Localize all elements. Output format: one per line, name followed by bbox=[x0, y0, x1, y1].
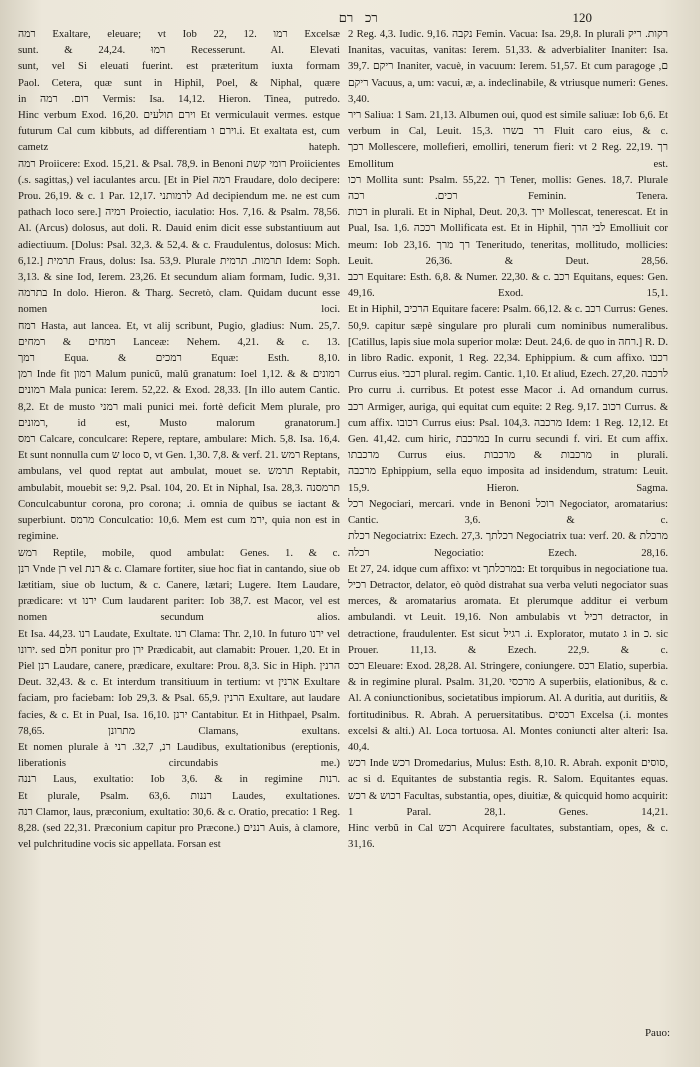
entry-text: sunt, vel Si eleuati fuerint. est præteritum iuxta formam bbox=[18, 60, 340, 73]
entry-text: רנה Clamor, laus, præconium, exultatio: 30,6. & c. Oratio, precatio: 1 Reg. 8,28. (sed 22,31. Præconium capitur pro Præcone.) רננים Auis, à clamore, vel pulchritudine vocis sic appellata. Forsan est bbox=[18, 805, 340, 851]
running-head-left: רם bbox=[338, 10, 354, 25]
entry-text: Et in Hiphil, הרכיב Equitare facere: Psalm. 66,12. & c. רכב Currus: Genes. 50,9. capitur sæpè singulare pro plurali cum nominibus numeralibus. [Catillus, lapis siue mola superior molæ: Deut. 24,6. de quo in רחה.] R. D. in libro Radic. exponit, 1 Reg. 22,34. Ephippium. & cum affixo. רכבו Currus eius. רכבי plural. regim. Cantic. 1,10. Et aliud, Ezech. 27,20. לרכבה Pro curru .i. curribus. Et potest esse Macor .i. Ad ornandum currus. bbox=[348, 303, 668, 397]
entry-text: Et nomen plurale à רנ, 32,7. רני Laudibus, exultationibus (ereptionis, liberationis circundabis me.) bbox=[18, 740, 340, 770]
entry-text: Et Isa. 44,23. רנו Laudate, Exultate. רנו Clama: Thr. 2,10. In futuro ירנו vel ירונו. sed חלם ponitur pro ירן Prædicabit, aut clamabit: Prouer. 1,20. Et in Piel רנן Laudare, canere, prædicare, exultare: Prou. 8,3. Sic in Hiph. הרנין Deut. 32,43. & c. Et interdum transitiuum in tertium: vt ארנין Exultare faciam, pro faciebam: Iob 29,3. & Psal. 65,9. הרנין Exultare, aut laudare facies, & c. Et in Pual, Isa. 16,10. ירנן Cantabitur. Et in Hithpael, Psalm. 78,65. מתרונן Clamans, exultans. bbox=[18, 627, 340, 737]
entry-text: רמס Calcare, conculcare: Repere, reptare, ambulare: Mich. 5,8. Isa. 16,4. Et sunt nonnulla cum ש loco ס, vt Gen. 1,30. 7,8. & verf. 21. רמש Reptans, ambulans, vel quod reptat aut ambulat, mouet se. תרמש Reptabit, ambulabit, mouebit se: 9,2. Psal. 104, 20. Et in Niphal, Isa. 28,3. תרמסנה Conculcabuntur corona, pro corona; .i. omnia de quibus se iactant & superbiunt. מרמס Conculcatio: 10,6. Mem est cum ירמ, quia non est in regimine. bbox=[18, 433, 340, 543]
entry-text: רמן Inde fit רמון Malum punicũ, malũ granatum: Ioel 1,12. & רמונים & רמונים Mala punica: Ierem. 52,22. & Exod. 28,33. [In illo autem Cantic. 8,2. Et de musto רמני mali punici mei. fortè deficit Mem plurale, pro רמונים, id est, Musto malorum granatorum.] bbox=[18, 368, 340, 429]
entry-text: 2 Reg. 4,3. Iudic. 9,16. נקבה Femin. Vacua: Isa. 29,8. In plurali רקות. ריק Inanitas, vacuitas, vanitas: Ierem. 51,33. & adverbialiter Inaniter: Isa. 39,7. ריקם Inaniter, vacuè, in vacuum: Ierem. 51,57. Et cum paragoge ם, ריקם Vacuus, a, um: vacui, æ, a. indeclinabile, & vtriusque numeri: Genes. 3,40. bbox=[348, 28, 668, 105]
entry-text: רמח Hasta, aut lancea. Et, vt alij scribunt, Pugio, gladius: Num. 25,7. רמחים & רמחים Lanceæ: Nehem. 4,21. & c. 13. bbox=[18, 319, 340, 348]
entry-text: מרכבה Ephippium, sella equo imposita ad insidendum, stratum: Leuit. 15,9. Hieron. Sagma. bbox=[348, 465, 668, 494]
running-head-right: רכ bbox=[365, 10, 378, 25]
entry-text: רכב Equitare: Esth. 6,8. & Numer. 22,30. & c. רכב Equitans, eques: Gen. 49,16. Exod. 15,1. bbox=[348, 271, 668, 300]
entry-text: Paol. Cetera, quæ sunt in Hiphil, Poel, & Niphal, quære bbox=[18, 76, 340, 89]
entry-text: רכב Armiger, auriga, qui equitat cum equite: 2 Reg. 9,17. רכוב Currus. & cum affix. רכובו Currus eius: Psal. 104,3. מרכבה Idem: 1 Reg. 12,12. Et Gen. 41,42. cum hiric, במרכבת In curru secundi f. viri. Et cum affix. מרכבתו Currus eius. מרכבות & מרכבות in plurali. bbox=[348, 400, 668, 462]
entry-text: Et plurale, Psalm. 63,6. רננות Laudes, exultationes. bbox=[18, 789, 340, 802]
page-number: 120 bbox=[572, 10, 592, 25]
entry-text: sunt. & 24,24. רמוּ Recesserunt. Al. Elevati bbox=[18, 44, 340, 57]
entry-text: in רום. רמה Vermis: Isa. 14,12. Hieron. Tinea, putredo. bbox=[18, 92, 340, 105]
entry-text: רכוש & רכש Facultas, substantia, opes, diuitiæ, & quicquid homo acquirit: 1 Paral. 28,1. Genes. 14,21. bbox=[348, 789, 668, 818]
catchword: Pauo: bbox=[644, 1027, 670, 1039]
entry-text: רכש Inde רכש Dromedarius, Mulus: Esth. 8,10. R. Abrah. exponit סוסים, ac si d. Equitantes de substantia regis. R. Salom. Equitantes equas. bbox=[348, 757, 668, 786]
entry-text: רכך Mollescere, mollefieri, emolliri, tenerum fieri: vt 2 Reg. 22,19. רך Emollitum est. bbox=[348, 141, 668, 170]
entry-text: רכו Mollita sunt: Psalm. 55,22. רך Tener, mollis: Genes. 18,7. Plurale רכים. רכה Feminin. Tenera. bbox=[348, 173, 668, 203]
entry-text: רכל Negociari, mercari. vnde in Benoni רוכל Negociator, aromatarius: Cantic. 3,6. & c. bbox=[348, 497, 668, 527]
entry-text: Hinc verbũ in Cal רכש Acquirere facultates, substantiam, opes, & c. 31,16. bbox=[348, 821, 668, 851]
entry-text: רננה Laus, exultatio: Iob 3,6. & in regimine רנות. bbox=[18, 773, 340, 786]
entry-text: רמך Equa. & רמכים Equæ: Esth. 8,10. bbox=[18, 352, 340, 365]
right-column bbox=[348, 26, 668, 1027]
entry-text: ריר Saliua: 1 Sam. 21,13. Albumen oui, quod est simile saliuæ: Iob 6,6. Et verbum in Cal, Leuit. 15,3. רר בשרו Fluit caro eius, & c. bbox=[348, 109, 668, 138]
entry-text: Et 27, 24. idque cum affixo: vt במרכלתך: Et torquibus in negociatione tua. רכיל Detractor, delator, eò quòd distrahat sua verba veluti negociator suas merces, & aromatarius aromata. Et plerumque additur ei verbum ambulandi. vt Leuit. 19,16. Non ambulabis vt רכיל detractor, in detractione, fraudulenter. Est sicut רגיל .i. Explorator, mutato ג in כ. sic Prouer. 11,13. & Ezech. 22,9. & c. bbox=[348, 562, 668, 656]
entry-text: רמש Reptile, mobile, quod ambulat: Genes. 1. & c. bbox=[18, 546, 340, 559]
running-head bbox=[0, 4, 700, 26]
entry-text: רכות in plurali. Et in Niphal, Deut. 20,3. ירך Mollescat, tenerescat. Et in Pual, Isa. 1,6. רככה Mollificata est. Et in Hiphil, לבי הרך Emolliuit cor meum: Iob 23,16. רך מרך Teneritudo, teneritas, mollitudo, mollicies: Leuit. 26,36. & Deut. 28,56. bbox=[348, 206, 668, 267]
left-column bbox=[18, 26, 340, 1027]
entry-text: רנן Vnde רן vel רנת & c. Clamare fortiter, siue hoc fiat in cantando, siue ob lætitiam, siue ob luctum, & c. Canere, lætari; Lugere. Item Laudare, prædicare: vt ירנו Cum laudarent pariter: Iob 38,7. est Macor, vel est nomen secundum alios. bbox=[18, 562, 340, 624]
entry-text: רכס Eleuare: Exod. 28,28. Al. Stringere, coniungere. רכס Elatio, superbia. & in regimine plural. Psalm. 31,20. מרכסי A superbiis, elationibus, & c. Al. A coniunctionibus, societatibus impiorum. Al. A duritia, aut duritiis, & fortitudinibus. R. Abrah. A peruersitatibus. רכסים Excelsa (.i. montes excelsi & alti.) Al. Loca tortuosa. Al. Montes coniuncti alter alteri: Isa. 40,4. bbox=[348, 659, 668, 753]
entry-text: רמה Proiicere: Exod. 15,21. & Psal. 78,9. in Benoni רומי קשת Proiicientes (.s. sagittas,) vel iaculantes arcu. [Et in Piel רמה Fraudare, dolo decipere: Prou. 26,19. & c. 1 Par. 12,17. לרמותני Ad decipiendum me. ne est cum pathach loco sere.] רמיה Proiectio, iaculatio: Hos. 7,16. & Psalm. 78,56. Al. (Arcus) dolosus, aut doli. R. Dauid enim dicit esse substantiuum aut adiectiuum. [Dolus: Psal. 32,3. & 52,4. & c. Fraudulentus, dolosus: Mich. 6,12.] תרמית Fraus, dolus: Isa. 53,9. Plurale תרמות. תרמית Idem: Soph. 3,13. & sine Iod, Ierem. 23,26. Et secundum aliam formam, Iudic. 9,31. בתרמה In dolo. Hieron. & Tharg. Secretò, clam. Quidam ducunt esse nomen loci. bbox=[18, 157, 340, 316]
entry-text: רכלת Negociatrix: Ezech. 27,3. רכלתך Negociatrix tua: verf. 20. מרכלת & רכלה Negociatio: Ezech. 28,16. bbox=[348, 530, 668, 559]
entry-text: רמה Exaltare, eleuare; vt Iob 22, 12. רמו Excelsæ bbox=[18, 28, 340, 40]
entry-text: Hinc verbum Exod. 16,20. וירם תולעים Et vermiculauit vermes. estque futurum Cal cum kibbuts, ad differentiam וירם ו.i. Et exaltata est, cum cametz hateph. bbox=[18, 109, 340, 154]
